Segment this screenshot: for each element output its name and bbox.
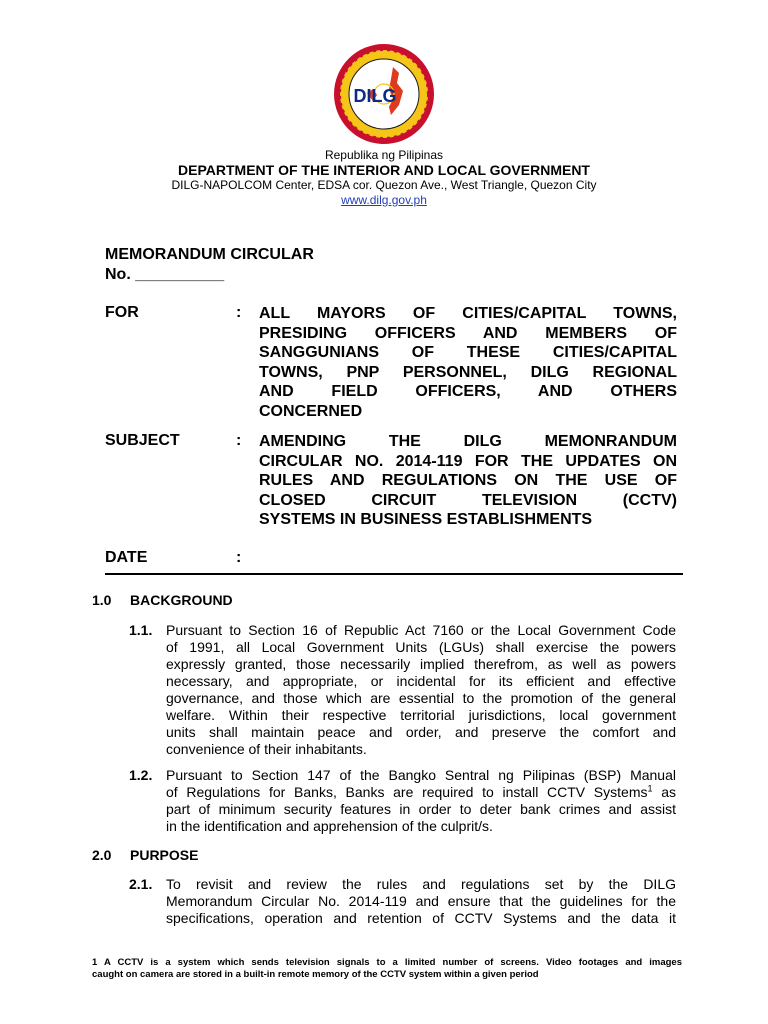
website-link[interactable]	[0, 193, 768, 207]
date-colon: :	[236, 549, 242, 566]
paragraph-2-1	[166, 876, 676, 927]
paragraph-1-2	[166, 767, 676, 835]
for-line: TOWNS, PNP PERSONNEL, DILG REGIONAL	[259, 363, 677, 381]
paragraph-line: part of minimum security features in order to deter bank crimes and assist	[166, 801, 676, 817]
memo-heading	[105, 245, 314, 285]
republika-line: Republika ng Pilipinas	[324, 148, 444, 162]
subject-line: CIRCULAR NO. 2014-119 FOR THE UPDATES ON	[259, 452, 677, 470]
paragraph-line: governance, and those which are essential to the promotion of the general	[166, 690, 676, 706]
footnote-line: 1 A CCTV is a system which sends television signals to a limited number of screens. Video footages and images	[92, 957, 682, 968]
subject-line: AMENDING THE DILG MEMONRANDUM	[259, 433, 677, 450]
section-number: 2.0	[92, 847, 112, 863]
paragraph-line: in the identification and apprehension of the culprit/s.	[166, 818, 493, 834]
paragraph-line-with-footnote	[166, 784, 676, 801]
for-line: PRESIDING OFFICERS AND MEMBERS OF	[259, 324, 677, 342]
for-line: ALL MAYORS OF CITIES/CAPITAL TOWNS,	[259, 305, 677, 322]
paragraph-number: 2.1.	[129, 876, 153, 892]
paragraph-number: 1.2.	[129, 767, 153, 783]
paragraph-1-1	[166, 622, 676, 758]
footnote	[92, 957, 682, 981]
paragraph-line: necessary, and appropriate, or incidental for its efficient and effective	[166, 673, 676, 689]
for-line: CONCERNED	[259, 402, 363, 420]
paragraph-line-tail: as	[652, 784, 676, 800]
for-colon: :	[236, 304, 242, 321]
department-name: DEPARTMENT OF THE INTERIOR AND LOCAL GOVERNMENT	[178, 162, 590, 178]
paragraph-line: welfare. Within their respective territorial jurisdictions, local government	[166, 707, 676, 723]
dilg-seal-icon	[333, 43, 435, 145]
footnote-marker: 1	[647, 783, 653, 794]
footnote-line: caught on camera are stored in a built-in remote memory of the CCTV system within a given period	[92, 969, 539, 980]
date-label: DATE	[105, 549, 148, 566]
paragraph-line: of 1991, all Local Government Units (LGUs) shall exercise the powers	[166, 639, 676, 655]
subject-text	[259, 432, 677, 530]
section-title-background: BACKGROUND	[130, 592, 233, 608]
dilg-seal-logo	[333, 43, 435, 145]
paragraph-line: Memorandum Circular No. 2014-119 and ensure that the guidelines for the	[166, 893, 676, 909]
paragraph-line: expressly granted, those necessarily implied therefrom, as well as powers	[166, 656, 676, 672]
paragraph-line: specifications, operation and retention of CCTV Systems and the data it	[166, 910, 676, 926]
subject-line: CLOSED CIRCUIT TELEVISION (CCTV)	[259, 491, 677, 509]
subject-label: SUBJECT	[105, 432, 180, 449]
section-title-purpose: PURPOSE	[130, 847, 199, 863]
paragraph-number: 1.1.	[129, 622, 153, 638]
paragraph-line: Pursuant to Section 147 of the Bangko Sentral ng Pilipinas (BSP) Manual	[166, 767, 676, 783]
paragraph-line: convenience of their inhabitants.	[166, 741, 367, 757]
department-address: DILG-NAPOLCOM Center, EDSA cor. Quezon Ave., West Triangle, Quezon City	[171, 178, 597, 192]
memo-title: MEMORANDUM CIRCULAR	[105, 246, 314, 263]
svg-text:DILG: DILG	[353, 86, 397, 106]
website-link-text[interactable]: www.dilg.gov.ph	[341, 193, 427, 207]
paragraph-line: To revisit and review the rules and regulations set by the DILG	[166, 876, 676, 892]
memo-number: No. __________	[105, 266, 225, 283]
paragraph-line: units shall maintain peace and order, and preserve the comfort and	[166, 724, 676, 740]
for-label: FOR	[105, 304, 139, 321]
paragraph-line-text: of Regulations for Banks, Banks are required to install CCTV Systems	[166, 784, 648, 800]
for-addressees	[259, 304, 677, 422]
subject-colon: :	[236, 432, 242, 449]
for-line: SANGGUNIANS OF THESE CITIES/CAPITAL	[259, 344, 677, 362]
section-number: 1.0	[92, 592, 112, 608]
for-line: AND FIELD OFFICERS, AND OTHERS	[259, 383, 677, 401]
paragraph-line: Pursuant to Section 16 of Republic Act 7160 or the Local Government Code	[166, 622, 676, 638]
header-divider	[105, 573, 683, 575]
subject-line: SYSTEMS IN BUSINESS ESTABLISHMENTS	[259, 511, 593, 529]
subject-line: RULES AND REGULATIONS ON THE USE OF	[259, 472, 677, 490]
